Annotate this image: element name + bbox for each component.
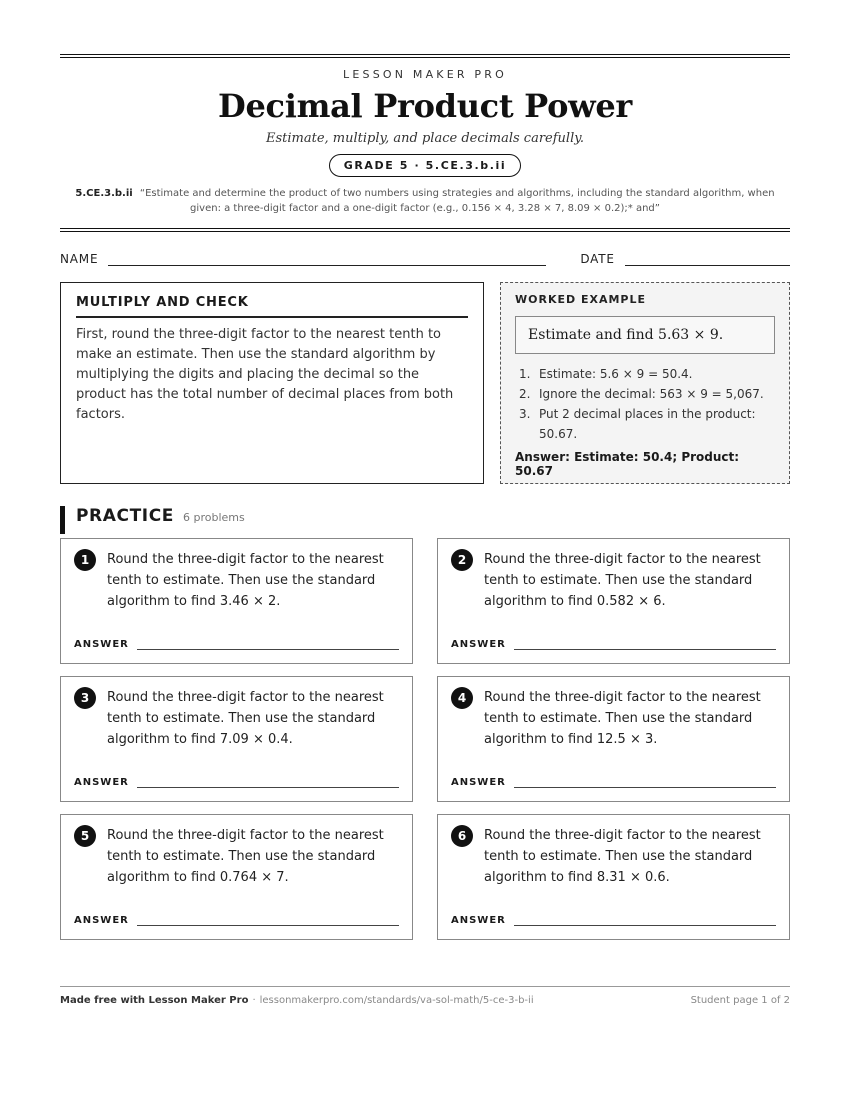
worked-example-prompt: Estimate and find 5.63 × 9.: [515, 316, 775, 354]
problem-number-badge: 4: [451, 687, 473, 709]
multiply-check-body: First, round the three-digit factor to the nearest tenth to make an estimate. Then use the standard algorithm by multiplying the digits and placing the decimal so the product has the total number of decimal places from both factors.: [76, 327, 454, 422]
answer-line[interactable]: [137, 777, 399, 788]
answer-line[interactable]: [514, 777, 776, 788]
answer-row: [74, 639, 399, 650]
answer-row: [451, 915, 776, 926]
step-number: 3.: [519, 407, 531, 421]
worksheet-header: [60, 58, 790, 216]
date-label: DATE: [580, 252, 615, 266]
intro-row: [60, 282, 790, 484]
answer-line[interactable]: [137, 915, 399, 926]
answer-row: [74, 777, 399, 788]
problem-card-1: [60, 538, 413, 664]
grade-badge: GRADE 5 · 5.CE.3.b.ii: [329, 154, 522, 177]
step-text: Estimate: 5.6 × 9 = 50.4.: [539, 367, 693, 381]
header-double-rule: [60, 228, 790, 232]
name-date-row: [60, 248, 790, 266]
answer-line[interactable]: [514, 639, 776, 650]
step-text: Put 2 decimal places in the product: 50.67.: [539, 407, 756, 441]
problem-prompt: Round the three-digit factor to the nearest tenth to estimate. Then use the standard algorithm to find 0.582 × 6.: [484, 552, 761, 609]
multiply-check-box: [60, 282, 484, 484]
worked-example-step: [515, 404, 775, 444]
brand-name: LESSON MAKER PRO: [343, 68, 507, 81]
standard-description: [60, 186, 790, 216]
problem-number-badge: 2: [451, 549, 473, 571]
name-field-line[interactable]: [108, 253, 546, 266]
answer-label: ANSWER: [451, 915, 506, 926]
standard-code: 5.CE.3.b.ii: [75, 188, 133, 199]
worked-example-step: [515, 384, 775, 404]
practice-grid: [60, 538, 790, 940]
name-label: NAME: [60, 252, 99, 266]
worked-example-answer: Answer: Estimate: 50.4; Product: 50.67: [515, 450, 740, 478]
footer-made-with: Made free with Lesson Maker Pro: [60, 995, 249, 1006]
date-field-line[interactable]: [625, 253, 790, 266]
answer-label: ANSWER: [451, 777, 506, 788]
problem-card-5: [60, 814, 413, 940]
standard-text: “Estimate and determine the product of two numbers using strategies and algorithms, including the standard algorithm, when given: a three-digit factor and a one-digit factor (e.g., 0.156 × 4, 3.28 × 7, 8.09 × 0.2);* and”: [139, 188, 775, 214]
footer-url[interactable]: lessonmakerpro.com/standards/va-sol-math/5-ce-3-b-ii: [259, 995, 534, 1006]
answer-label: ANSWER: [74, 639, 129, 650]
practice-heading: [60, 506, 790, 526]
worked-example-title: WORKED EXAMPLE: [515, 293, 646, 306]
worked-example-step: [515, 364, 775, 384]
answer-label: ANSWER: [451, 639, 506, 650]
problem-card-4: [437, 676, 790, 802]
problem-number-badge: 3: [74, 687, 96, 709]
problem-number-badge: 6: [451, 825, 473, 847]
problem-card-2: [437, 538, 790, 664]
problem-card-3: [60, 676, 413, 802]
answer-row: [451, 777, 776, 788]
worked-example-steps: [515, 364, 775, 444]
step-number: 1.: [519, 367, 531, 381]
answer-line[interactable]: [514, 915, 776, 926]
problem-card-6: [437, 814, 790, 940]
worksheet-page: [60, 54, 790, 940]
page-title: Decimal Product Power: [218, 87, 632, 125]
answer-label: ANSWER: [74, 915, 129, 926]
step-text: Ignore the decimal: 563 × 9 = 5,067.: [539, 387, 764, 401]
problem-prompt: Round the three-digit factor to the nearest tenth to estimate. Then use the standard algorithm to find 8.31 × 0.6.: [484, 828, 761, 885]
problem-number-badge: 5: [74, 825, 96, 847]
footer-page-number: Student page 1 of 2: [690, 995, 790, 1006]
answer-row: [74, 915, 399, 926]
footer-separator: ·: [252, 995, 256, 1006]
problem-prompt: Round the three-digit factor to the nearest tenth to estimate. Then use the standard algorithm to find 12.5 × 3.: [484, 690, 761, 747]
practice-title: PRACTICE: [76, 506, 174, 526]
page-footer: [60, 986, 790, 1006]
problem-number-badge: 1: [74, 549, 96, 571]
multiply-check-title: MULTIPLY AND CHECK: [76, 295, 468, 318]
practice-count: 6 problems: [183, 511, 245, 524]
answer-line[interactable]: [137, 639, 399, 650]
step-number: 2.: [519, 387, 531, 401]
problem-prompt: Round the three-digit factor to the nearest tenth to estimate. Then use the standard algorithm to find 7.09 × 0.4.: [107, 690, 384, 747]
answer-row: [451, 639, 776, 650]
practice-accent-bar: [60, 506, 65, 534]
problem-prompt: Round the three-digit factor to the nearest tenth to estimate. Then use the standard algorithm to find 0.764 × 7.: [107, 828, 384, 885]
page-subtitle: Estimate, multiply, and place decimals carefully.: [266, 131, 584, 146]
worked-example-box: [500, 282, 790, 484]
answer-label: ANSWER: [74, 777, 129, 788]
problem-prompt: Round the three-digit factor to the nearest tenth to estimate. Then use the standard algorithm to find 3.46 × 2.: [107, 552, 384, 609]
